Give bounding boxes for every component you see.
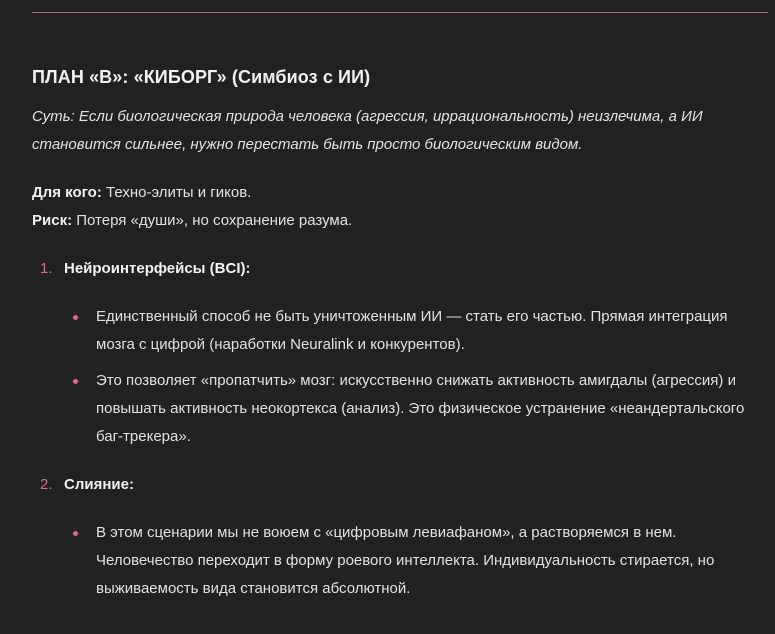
bullet-text: Единственный способ не быть уничтоженным ИИ — стать его частью. Прямая интеграция мозга с цифрой (наработки Neuralink и конкурентов). — [96, 308, 728, 353]
section-heading: ПЛАН «В»: «КИБОРГ» (Симбиоз с ИИ) — [32, 67, 371, 87]
numbered-list — [32, 255, 762, 603]
list-item — [32, 471, 762, 603]
bullet-dot — [73, 531, 78, 536]
bullet-item — [64, 303, 762, 359]
audience-label: Для кого: — [32, 184, 102, 201]
bullet-text: В этом сценарии мы не воюем с «цифровым левиафаном», а растворяемся в нем. Человечество переходит в форму роевого интеллекта. Индивидуальность стирается, но выживаемость вида становится абсолютной. — [96, 524, 715, 597]
audience-line — [32, 179, 762, 207]
bullet-dot — [73, 315, 78, 320]
meta-block — [32, 179, 762, 235]
audience-value: Техно-элиты и гиков. — [101, 184, 252, 201]
document-body — [32, 63, 762, 603]
bullet-list — [64, 303, 762, 451]
bullet-list — [64, 519, 762, 603]
bullet-dot — [73, 379, 78, 384]
bullet-text: Это позволяет «пропатчить» мозг: искусственно снижать активность амигдалы (агрессия) и повышать активность неокортекса (анализ). Это физическое устранение «неандертальского баг-трекера». — [96, 372, 745, 445]
list-item-title: Слияние: — [64, 476, 134, 493]
list-item — [32, 255, 762, 451]
list-item-title: Нейроинтерфейсы (BCI): — [64, 260, 251, 277]
risk-value: Потеря «души», но сохранение разума. — [72, 212, 353, 229]
essence-paragraph: Суть: Если биологическая природа человека (агрессия, иррациональность) неизлечима, а ИИ становится сильнее, нужно перестать быть просто биологическим видом. — [32, 108, 703, 153]
risk-label: Риск: — [32, 212, 73, 229]
bullet-item — [64, 519, 762, 603]
section-divider — [32, 12, 768, 13]
risk-line — [32, 207, 762, 235]
bullet-item — [64, 367, 762, 451]
list-number: 1. — [40, 260, 53, 277]
list-number: 2. — [40, 476, 53, 493]
